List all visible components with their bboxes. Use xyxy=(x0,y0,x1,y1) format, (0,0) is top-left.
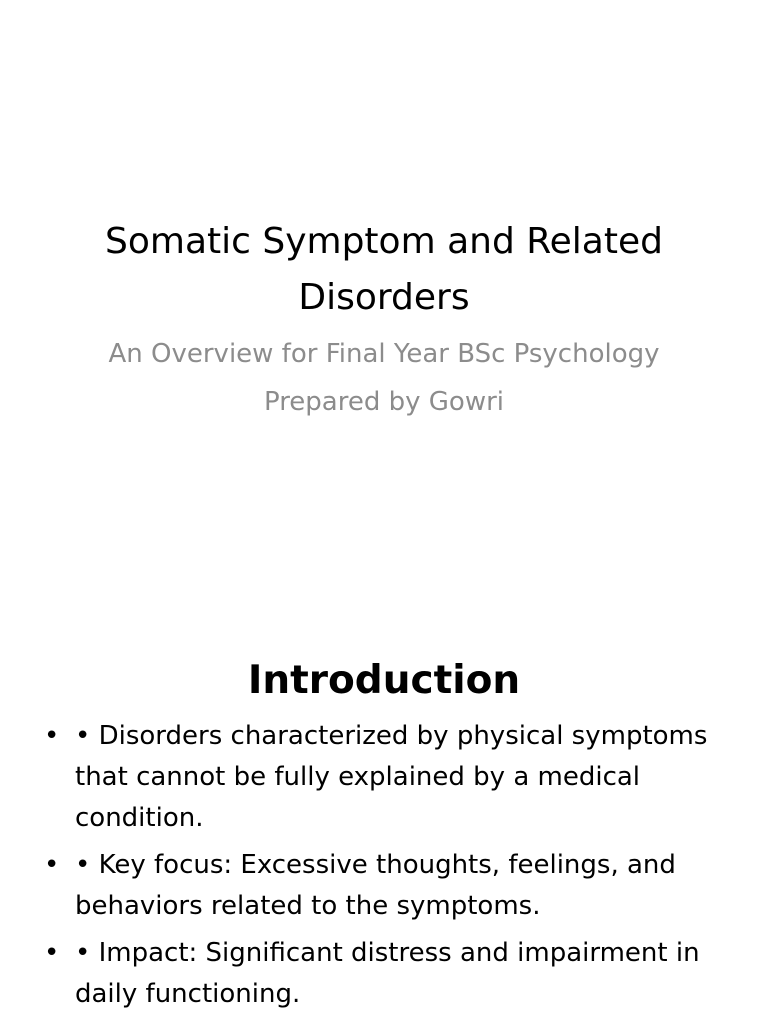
bullet-marker: • xyxy=(44,721,60,751)
list-item xyxy=(40,845,710,927)
slide-subtitle xyxy=(90,334,678,422)
list-item xyxy=(40,933,710,1015)
slide-title: Somatic Symptom and Related Disorders xyxy=(105,221,663,319)
bullet-list xyxy=(40,716,710,1021)
bullet-marker: • xyxy=(44,938,60,968)
slide-heading: Introduction xyxy=(247,658,521,704)
bullet-text: • Disorders characterized by physical symptoms that cannot be fully explained by a medical condition. xyxy=(75,721,708,833)
bullet-text: • Key focus: Excessive thoughts, feelings, and behaviors related to the symptoms. xyxy=(75,850,676,921)
subtitle-overview: An Overview for Final Year BSc Psychology xyxy=(108,339,660,369)
subtitle-author: Prepared by Gowri xyxy=(263,387,505,417)
list-item xyxy=(40,716,710,839)
introduction-slide xyxy=(0,576,768,1024)
bullet-marker: • xyxy=(44,850,60,880)
bullet-text: • Impact: Significant distress and impairment in daily functioning. xyxy=(75,938,700,1009)
